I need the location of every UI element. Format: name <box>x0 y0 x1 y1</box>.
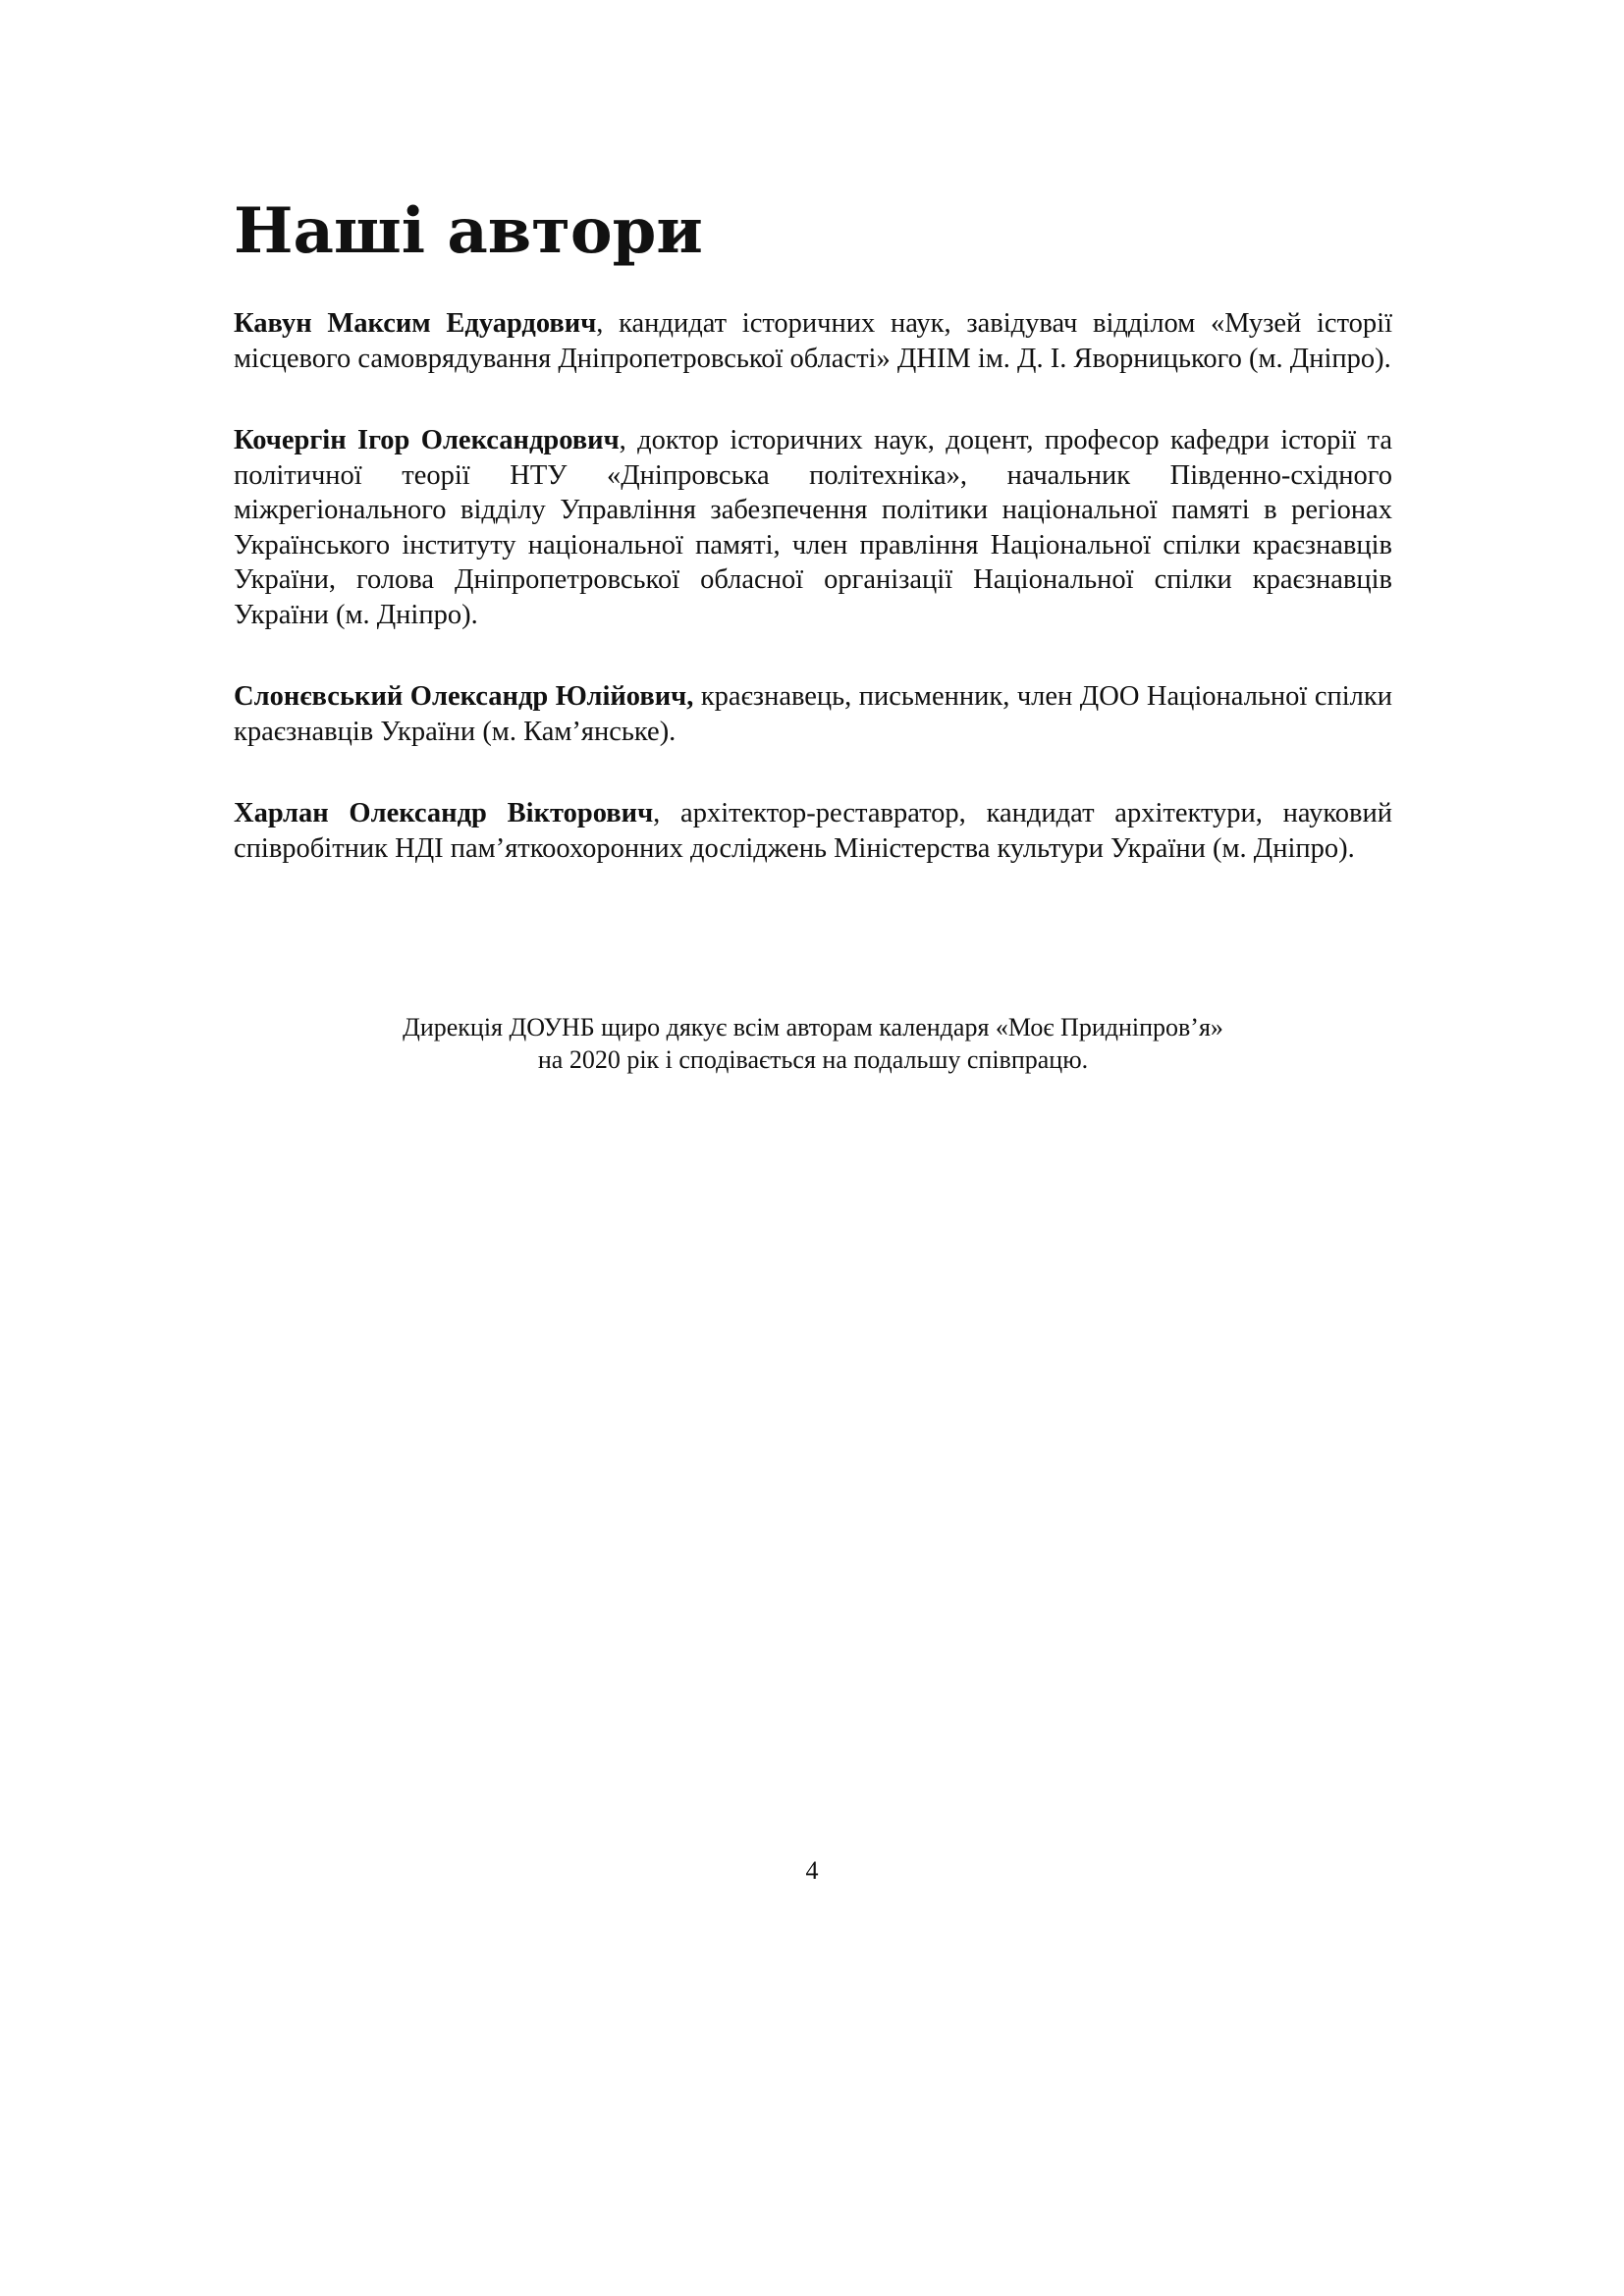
author-details: , доктор історичних наук, доцент, професор кафедри історії та політичної теорії НТУ «Дніпровська політехніка», начальник Південно-східного міжрегіонального відділу Управління забезпечення політики національної памяті в регіонах Українського інституту національної памяті, член правління Національної спілки краєзнавців України, голова Дніпропетровської обласної організації Національної спілки краєзнавців України (м. Дніпро). <box>234 425 1392 630</box>
author-entry <box>234 796 1392 866</box>
acknowledgement-line: на 2020 рік і сподівається на подальшу співпрацю. <box>537 1045 1089 1074</box>
author-name: Харлан Олександр Вікторович <box>234 798 654 828</box>
author-entry <box>234 679 1392 749</box>
author-details: , архітектор-реставратор, кандидат архітектури, науковий співробітник НДІ пам’яткоохоронних досліджень Міністерства культури України (м. Дніпро). <box>234 798 1392 864</box>
acknowledgement-line: Дирекція ДОУНБ щиро дякує всім авторам календаря «Моє Придніпров’я» <box>403 1013 1223 1041</box>
author-details: , кандидат історичних наук, завідувач відділом «Музей історії місцевого самоврядування Дніпропетровської області» ДНІМ ім. Д. І. Яворницького (м. Дніпро). <box>234 308 1393 374</box>
author-details: краєзнавець, письменник, член ДОО Національної спілки краєзнавців України (м. Кам’янське). <box>234 681 1392 747</box>
acknowledgement-note <box>234 1011 1392 1076</box>
author-name: Слонєвський Олександр Юлійович, <box>234 681 694 712</box>
author-name: Кавун Максим Едуардович <box>234 308 597 339</box>
authors-list <box>234 306 1392 913</box>
page-number: 4 <box>805 1856 819 1885</box>
author-entry <box>234 306 1392 376</box>
page-title: Наші автори <box>234 194 703 268</box>
author-entry <box>234 423 1392 632</box>
author-name: Кочергін Ігор Олександрович <box>234 425 620 455</box>
